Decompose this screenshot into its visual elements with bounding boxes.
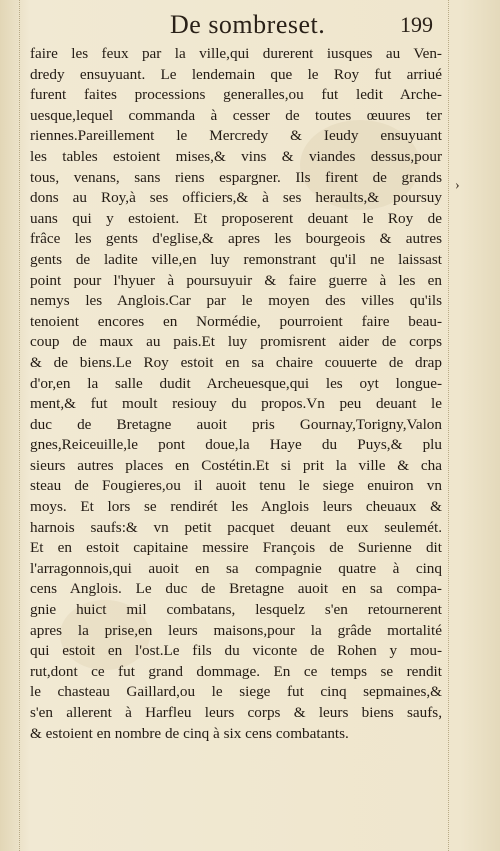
text-line: rut,dont ce fut grand dommage. En ce temps se rendit bbox=[30, 662, 442, 680]
text-line: ment,& fut moult resiouy du propos.Vn peu deuant le bbox=[30, 395, 442, 413]
text-line: tenoient encores en Normédie, pourroient faire beau- bbox=[30, 312, 442, 330]
text-line: duc de Bretagne auoit pris Gournay,Torigny,Valon bbox=[30, 415, 442, 433]
right-margin-rule bbox=[448, 0, 450, 851]
text-line: d'or,en la salle dudit Archeuesque,qui les oyt longue- bbox=[30, 374, 442, 392]
text-line: gnie huict mil combatans, lesquelz s'en retournerent bbox=[30, 601, 442, 619]
text-line: faire les feux par la ville,qui durerent iusques au Ven- bbox=[30, 45, 442, 62]
text-line: gnes,Reiceuille,le pont doue,la Haye du Puys,& plu bbox=[30, 436, 442, 454]
text-line: l'arragonnois,qui auoit en sa compagnie quatre à cinq bbox=[30, 559, 442, 577]
text-line: dredy ensuyuant. Le lendemain que le Roy fut arriué bbox=[30, 65, 442, 83]
margin-mark: › bbox=[455, 178, 460, 193]
text-line: nemys les Anglois.Car par le moyen des villes qu'ils bbox=[30, 292, 442, 310]
text-line: apres la prise,en leurs maisons,pour la grâde mortalité bbox=[30, 621, 442, 639]
page-number: 199 bbox=[400, 12, 433, 37]
text-line: furent faites processions generalles,ou fut ledit Arche- bbox=[30, 86, 442, 104]
text-line: coup de maux au pais.Et luy promisrent aider de corps bbox=[30, 333, 442, 351]
text-line: moys. Et lors se rendirét les Anglois leurs cheuaux & bbox=[30, 498, 442, 516]
text-line: frâce les gents d'eglise,& apres les bourgeois & autres bbox=[30, 230, 442, 248]
text-line: point pour l'hyuer à poursuyuir & faire guerre à les en bbox=[30, 271, 442, 289]
text-line: steau de Fougieres,ou il auoit tenu le siege enuiron vn bbox=[30, 477, 442, 495]
text-line: sieurs autres places en Costétin.Et si prit la ville & cha bbox=[30, 456, 442, 474]
body-text bbox=[30, 44, 442, 744]
text-line: uans qui y estoient. Et proposerent deuant le Roy de bbox=[30, 209, 442, 227]
text-line: Et en estoit capitaine messire François de Surienne dit bbox=[30, 539, 442, 557]
text-line: les tables estoient mises,& vins & viandes dessus,pour bbox=[30, 147, 442, 165]
running-title: De sombreset. bbox=[170, 10, 326, 39]
text-line: harnois saufs:& vn petit pacquet deuant eux seulemét. bbox=[30, 518, 442, 536]
text-line: cens Anglois. Le duc de Bretagne auoit en sa compa- bbox=[30, 580, 442, 598]
text-line: qui estoit en l'ost.Le fils du viconte de Rohen y mou- bbox=[30, 642, 442, 660]
text-line: le chasteau Gaillard,ou le siege fut cinq sepmaines,& bbox=[30, 683, 442, 701]
text-line: & estoient en nombre de cinq à six cens combatants. bbox=[30, 724, 349, 742]
text-line: s'en allerent à Harfleu leurs corps & leurs biens saufs, bbox=[30, 704, 442, 721]
text-line: uesque,lequel commanda à cesser de toutes œuures ter bbox=[30, 106, 442, 124]
text-line: & de biens.Le Roy estoit en sa chaire couuerte de drap bbox=[30, 353, 442, 371]
text-line: tous, venans, sans riens espargner. Ils firent de grands bbox=[30, 168, 442, 186]
running-head bbox=[0, 8, 500, 42]
left-margin-rule bbox=[19, 0, 21, 851]
text-line: riennes.Pareillement le Mercredy & Ieudy ensuyuant bbox=[30, 127, 442, 145]
text-line: gents de ladite ville,en luy remonstrant qu'il ne laissast bbox=[30, 250, 442, 268]
text-line: dons au Roy,à ses officiers,& à ses heraults,& poursuy bbox=[30, 189, 442, 207]
